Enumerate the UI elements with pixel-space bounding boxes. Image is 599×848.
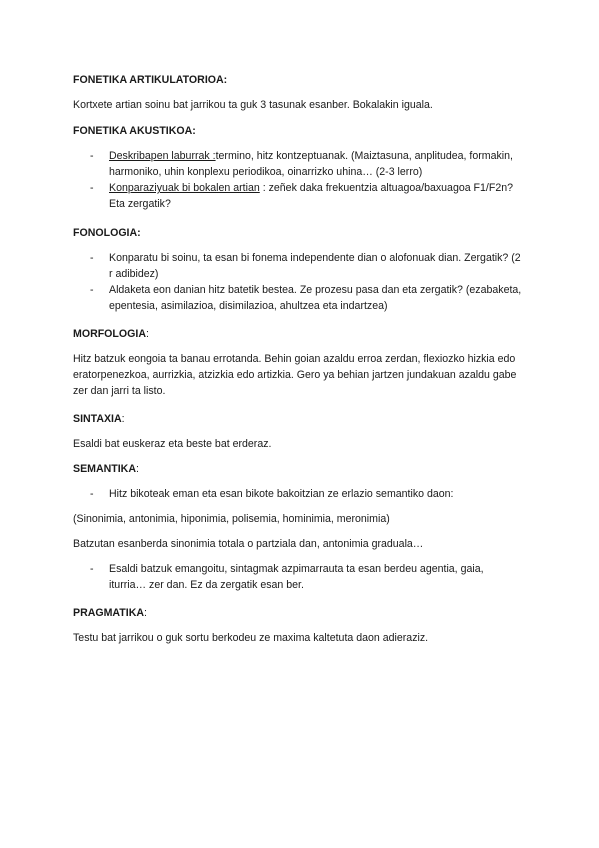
section-fonetika-artikulatorioa <box>73 72 523 113</box>
heading-colon: : <box>135 463 139 475</box>
heading-fonologia: FONOLOGIA: <box>73 227 141 239</box>
list-semantika-1 <box>73 486 523 502</box>
list-item <box>73 250 523 282</box>
section-fonologia <box>73 225 523 314</box>
heading-semantika <box>73 461 523 477</box>
section-pragmatika <box>73 605 523 646</box>
list-fonologia <box>73 250 523 314</box>
list-item <box>73 180 523 212</box>
list-dash: - <box>90 182 94 194</box>
list-item <box>73 148 523 180</box>
heading-text: SEMANTIKA <box>73 463 136 475</box>
item-text: Hitz bikoteak eman eta esan bikote bakoitzian ze erlazio semantiko daon: <box>109 488 454 500</box>
paragraph-fonetika-artikulatorioa: Kortxete artian soinu bat jarrikou ta guk 3 tasunak esanber. Bokalakin iguala. <box>73 99 433 111</box>
paragraph-pragmatika: Testu bat jarrikou o guk sortu berkodeu ze maxima kaltetuta daon adieraziz. <box>73 632 429 644</box>
list-item <box>73 486 523 502</box>
item-text: Aldaketa eon danian hitz batetik bestea. Ze prozesu pasa dan eta zergatik? (ezabaketa, epentesia, asimilazioa, disimilazioa, ahultzea eta indartzea) <box>109 284 522 312</box>
section-fonetika-akustikoa <box>73 123 523 212</box>
heading-fonetika-artikulatorioa: FONETIKA ARTIKULATORIOA: <box>73 74 228 86</box>
list-item <box>73 561 523 593</box>
section-sintaxia <box>73 411 523 452</box>
list-dash: - <box>90 488 94 500</box>
list-dash: - <box>90 252 94 264</box>
paragraph-semantika-note: Batzutan esanberda sinonimia totala o partziala dan, antonimia graduala… <box>73 538 424 550</box>
heading-colon: : <box>145 328 149 340</box>
list-dash: - <box>90 563 94 575</box>
list-fonetika-akustikoa <box>73 148 523 212</box>
section-semantika <box>73 461 523 593</box>
heading-fonetika-akustikoa: FONETIKA AKUSTIKOA: <box>73 125 196 137</box>
paragraph-semantika-list: (Sinonimia, antonimia, hiponimia, polisemia, hominimia, meronimia) <box>73 513 390 525</box>
list-semantika-2 <box>73 561 523 593</box>
item-text: termino, hitz kontzeptuanak. (Maiztasuna, anplitudea, formakin, harmoniko, uhin konplexu periodikoa, oinarrizko uhina… (2-3 lerro) <box>109 150 513 178</box>
item-text: Esaldi batzuk emangoitu, sintagmak azpimarrauta ta esan berdeu agentia, gaia, iturria… zer dan. Ez da zergatik esan ber. <box>109 563 484 591</box>
underlined-term: Konparaziyuak bi bokalen artian <box>109 182 260 194</box>
heading-pragmatika <box>73 605 523 621</box>
heading-colon: : <box>121 413 125 425</box>
section-morfologia <box>73 326 523 399</box>
paragraph-morfologia: Hitz batzuk eongoia ta banau errotanda. Behin goian azaldu erroa zerdan, flexiozko hizkia edo eratorpenezkoa, aurrizkia, atzizkia edo artizkia. Gero ya behian jartzen jundakuan azaldu gabe zer dan jarri ta listo. <box>73 353 517 397</box>
heading-sintaxia <box>73 411 523 427</box>
item-text: : zeñek daka frekuentzia altuagoa/baxuagoa F1/F2n? Eta zergatik? <box>109 182 514 210</box>
heading-text: MORFOLOGIA <box>73 328 146 340</box>
list-dash: - <box>90 284 94 296</box>
item-text: Konparatu bi soinu, ta esan bi fonema independente dian o alofonuak dian. Zergatik? (2 r adibidez) <box>109 252 521 280</box>
list-item <box>73 282 523 314</box>
heading-text: SINTAXIA <box>73 413 122 425</box>
paragraph-sintaxia: Esaldi bat euskeraz eta beste bat erderaz. <box>73 438 272 450</box>
heading-colon: : <box>144 607 147 619</box>
underlined-term: Deskribapen laburrak : <box>109 150 216 162</box>
list-dash: - <box>90 150 94 162</box>
heading-text: PRAGMATIKA <box>73 607 145 619</box>
heading-morfologia <box>73 326 523 342</box>
